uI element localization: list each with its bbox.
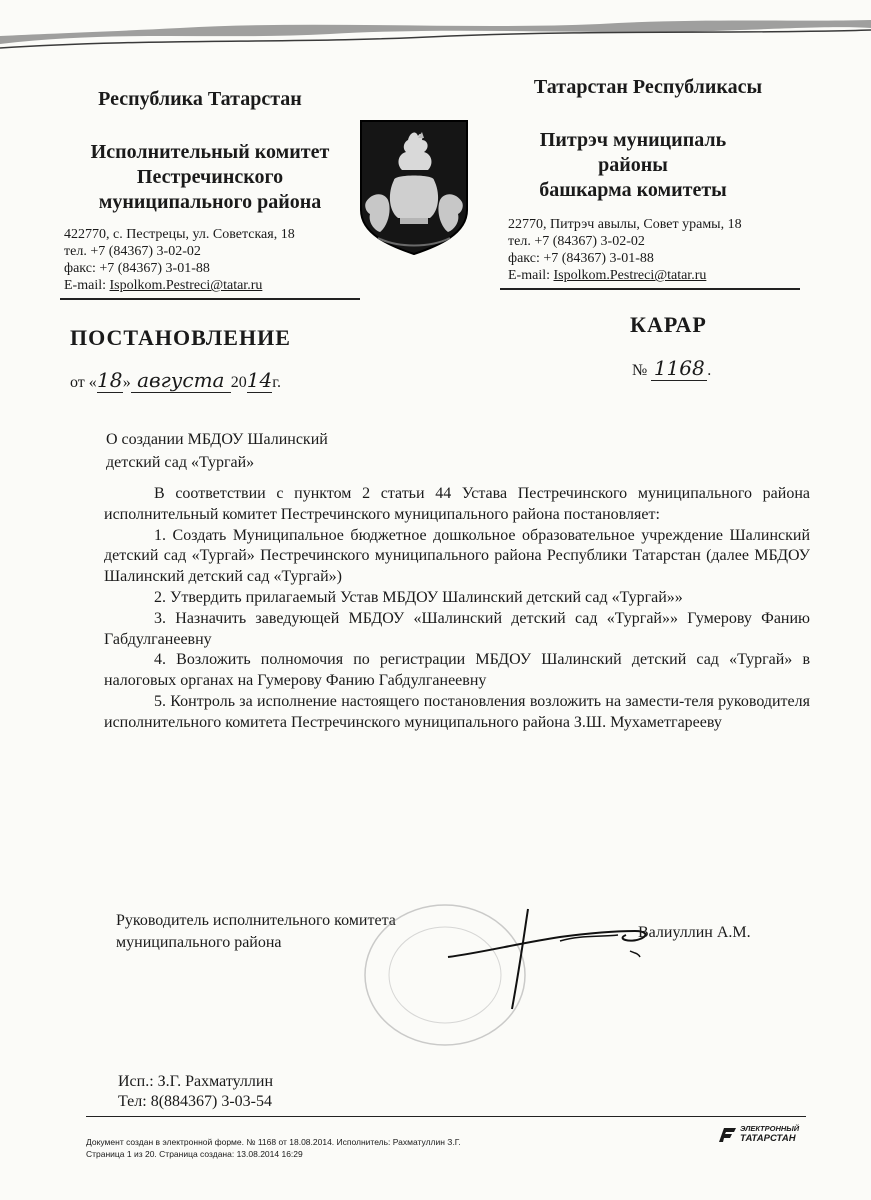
number-prefix: № (632, 362, 648, 379)
header-right-address: 22770, Питрэч авылы, Совет урамы, 18 (508, 217, 742, 232)
doc-number: № 1168 . (632, 356, 712, 380)
signatory-name: Валиуллин А.М. (638, 924, 751, 941)
date-day: 18 (97, 368, 123, 392)
header-right-phone: тел. +7 (84367) 3-02-02 (508, 234, 645, 249)
et-logo-icon (718, 1126, 738, 1144)
header-right-org-line: Питрэч муниципаль (539, 129, 727, 151)
doc-subject (106, 428, 426, 474)
executor-block (118, 1072, 273, 1112)
doc-type-ru: ПОСТАНОВЛЕНИЕ (70, 325, 291, 350)
number-value: 1168 (651, 356, 707, 381)
scan-edge-strip (0, 0, 871, 60)
header-right-fax: факс: +7 (84367) 3-01-88 (508, 251, 654, 266)
subject-line: детский сад «Тургай» (106, 454, 255, 471)
header-left-email-label: E-mail: (64, 278, 106, 293)
date-mid: » (122, 374, 131, 391)
doc-date (70, 368, 281, 393)
body-intro: В соответствии с пунктом 2 статьи 44 Устава Пестречинского муниципального района исполнительный комитет Пестречинского муниципального района постановляет: (104, 485, 810, 523)
header-left-org-line: Исполнительный комитет (90, 141, 330, 163)
date-year: 14 (246, 368, 273, 392)
header-right-email-row (508, 267, 808, 284)
header-left-email-row (64, 277, 364, 294)
footer-line-1: Документ создан в электронной форме. № 1168 от 18.08.2014. Исполнитель: Рахматуллин З.Г. (86, 1137, 461, 1147)
header-right-republic: Татарстан Республикасы (533, 76, 763, 98)
executor-name: Исп.: З.Г. Рахматуллин (118, 1073, 273, 1090)
body-item-5: 5. Контроль за исполнение настоящего постановления возложить на замести-теля руководителя исполнительного комитета Пестречинского муниципального района З.Ш. Мухаметгарееву (104, 692, 810, 731)
brand-top: ЭЛЕКТРОННЫЙ (740, 1124, 800, 1133)
header-left-org-line: муниципального района (98, 191, 322, 213)
header-left-fax: факс: +7 (84367) 3-01-88 (64, 261, 210, 276)
signature-position-line: Руководитель исполнительного комитета (116, 912, 396, 929)
signature-position-line: муниципального района (116, 934, 282, 951)
header-left-rule (60, 298, 360, 300)
header-right-email-link[interactable]: Ispolkom.Pestreci@tatar.ru (553, 268, 707, 283)
footer-info (86, 1136, 706, 1160)
doc-body (104, 484, 810, 734)
header-left-republic: Республика Татарстан (98, 88, 302, 110)
body-item-1: 1. Создать Муниципальное бюджетное дошкольное образовательное учреждение Шалинский детский сад «Тургай» Пестречинского муниципального района Республики Татарстан (далее МБДОУ Шалинский детский сад «Тургай») (104, 526, 810, 586)
body-item-2: 2. Утвердить прилагаемый Устав МБДОУ Шалинский детский сад «Тургай»» (154, 588, 683, 606)
header-right-org (498, 128, 768, 203)
header-right-org-line: башкарма комитеты (539, 179, 727, 201)
body-item-3: 3. Назначить заведующей МБДОУ «Шалинский детский сад «Тургай»» Гумерову Фанию Габдулганеевну (104, 609, 810, 648)
header-right-email-label: E-mail: (508, 268, 550, 283)
date-month: августа (131, 368, 231, 393)
electronic-tatarstan-logo (718, 1124, 818, 1146)
header-left-address: 422770, с. Пестрецы, ул. Советская, 18 (64, 227, 295, 242)
handwritten-signature-icon (440, 905, 660, 1015)
footer-line-2: Страница 1 из 20. Страница создана: 13.08.2014 16:29 (86, 1149, 303, 1159)
doc-type-tt: КАРАР (630, 312, 707, 337)
header-left-org-line: Пестречинского (136, 166, 284, 188)
footer-rule (86, 1116, 806, 1117)
executor-phone: Тел: 8(884367) 3-03-54 (118, 1093, 273, 1110)
coat-of-arms-icon (358, 118, 470, 256)
date-suffix: г. (272, 374, 281, 391)
date-prefix: от « (70, 374, 97, 391)
body-item-4: 4. Возложить полномочия по регистрации МБДОУ Шалинский детский сад «Тургай» в налоговых органах на Гумерову Фанию Габдулганеевну (104, 651, 810, 690)
header-right-org-line: районы (598, 154, 668, 176)
header-left-contacts (64, 226, 364, 294)
header-right-rule (500, 288, 800, 290)
header-right-contacts (508, 216, 808, 284)
subject-line: О создании МБДОУ Шалинский (106, 431, 328, 448)
header-left-org (60, 140, 360, 215)
header-left-phone: тел. +7 (84367) 3-02-02 (64, 244, 201, 259)
brand-bottom: ТАТАРСТАН (740, 1133, 796, 1144)
header-left-email-link[interactable]: Ispolkom.Pestreci@tatar.ru (109, 278, 263, 293)
date-year-prefix: 20 (230, 374, 247, 391)
